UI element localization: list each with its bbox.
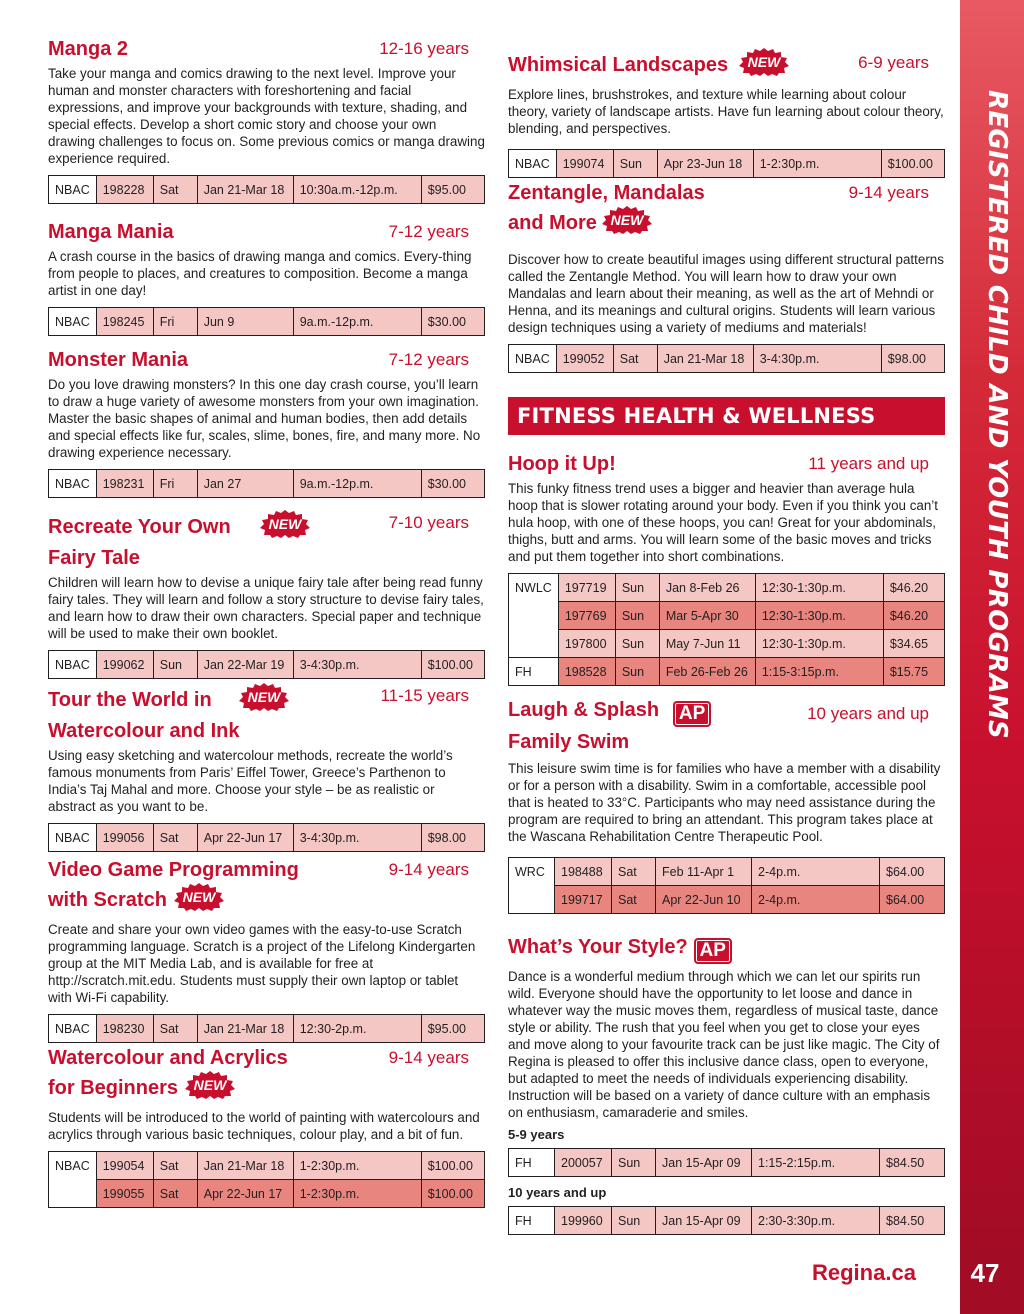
price-cell: $84.50 [880, 1149, 945, 1177]
program-monster-mania [48, 347, 485, 498]
schedule-table [48, 1014, 485, 1043]
price-cell: $64.00 [880, 858, 945, 886]
table-row[interactable] [509, 1207, 945, 1235]
schedule-table [508, 1148, 945, 1177]
program-age: 12-16 years [379, 39, 469, 58]
section-banner-fitness: FITNESS HEALTH & WELLNESS [508, 397, 945, 435]
schedule-table [48, 307, 485, 336]
table-row[interactable] [509, 630, 945, 658]
price-cell: $15.75 [883, 658, 944, 686]
day-cell: Sun [615, 602, 659, 630]
schedule-table [48, 650, 485, 679]
time-cell: 9a.m.-12p.m. [293, 470, 421, 498]
time-cell: 1-2:30p.m. [293, 1180, 421, 1208]
location-cell: NBAC [49, 1152, 97, 1208]
day-cell: Sun [615, 574, 659, 602]
program-watercolour-acrylics [48, 1045, 485, 1208]
price-cell: $98.00 [421, 824, 484, 852]
dates-cell: Apr 22-Jun 17 [197, 824, 293, 852]
program-title-line2: Family Swim [508, 731, 630, 753]
new-badge-icon [601, 206, 653, 241]
course-code-cell: 199055 [96, 1180, 153, 1208]
table-row[interactable] [49, 176, 485, 204]
time-cell: 3-4:30p.m. [293, 651, 421, 679]
day-cell: Fri [153, 470, 197, 498]
price-cell: $64.00 [880, 886, 945, 914]
course-code-cell: 198231 [96, 470, 153, 498]
dates-cell: Jan 27 [197, 470, 293, 498]
time-cell: 2-4p.m. [752, 858, 880, 886]
dates-cell: Jan 21-Mar 18 [197, 1152, 293, 1180]
course-code-cell: 199052 [556, 345, 613, 373]
dates-cell: Jan 21-Mar 18 [657, 345, 753, 373]
program-description: Discover how to create beautiful images using different structural patterns called the Zentangle Method. You will learn how to draw your own Mandalas and learn about their meaning, as well as the art of Mehndi or Henna, and its meanings and cultural origins. Students will learn various design techniques using a variety of mediums and materials! [508, 252, 944, 335]
day-cell: Sun [612, 1149, 656, 1177]
dates-cell: Jan 21-Mar 18 [197, 1015, 293, 1043]
price-cell: $30.00 [421, 308, 484, 336]
time-cell: 1-2:30p.m. [753, 150, 881, 178]
day-cell: Sun [613, 150, 657, 178]
dates-cell: Feb 11-Apr 1 [656, 858, 752, 886]
program-age: 10 years and up [807, 704, 929, 723]
program-manga-mania [48, 219, 485, 336]
program-title: Manga Mania [48, 221, 174, 243]
location-cell: NBAC [49, 824, 97, 852]
day-cell: Sun [612, 1207, 656, 1235]
price-cell: $30.00 [421, 470, 484, 498]
table-row[interactable] [49, 470, 485, 498]
day-cell: Sat [153, 824, 197, 852]
program-description: Do you love drawing monsters? In this one day crash course, you’ll learn to draw a huge variety of awesome monsters from your own imagination. Master the basic shapes of animal and human bodies, then add details and special effects like fur, scales, slime, bones, fire, and many more. No drawing experience necessary. [48, 377, 481, 460]
price-cell: $95.00 [421, 1015, 484, 1043]
schedule-table [48, 175, 485, 204]
dates-cell: Jan 15-Apr 09 [656, 1207, 752, 1235]
time-cell: 3-4:30p.m. [753, 345, 881, 373]
table-row[interactable] [509, 602, 945, 630]
course-code-cell: 197769 [558, 602, 615, 630]
course-code-cell: 199056 [96, 824, 153, 852]
day-cell: Sun [153, 651, 197, 679]
price-cell: $95.00 [421, 176, 484, 204]
course-code-cell: 199054 [96, 1152, 153, 1180]
dates-cell: Jun 9 [197, 308, 293, 336]
svg-text:NEW: NEW [610, 212, 644, 228]
course-code-cell: 198230 [96, 1015, 153, 1043]
location-cell: NBAC [49, 651, 97, 679]
price-cell: $98.00 [881, 345, 944, 373]
new-badge-icon [238, 683, 290, 718]
price-cell: $34.65 [883, 630, 944, 658]
table-row[interactable] [49, 1180, 485, 1208]
new-badge-icon [738, 48, 790, 83]
program-title: Monster Mania [48, 349, 189, 371]
table-row[interactable] [509, 345, 945, 373]
schedule-table [508, 344, 945, 373]
program-title-line2: Watercolour and Ink [48, 720, 240, 742]
program-video-game-programming [48, 857, 485, 1043]
location-cell: NBAC [509, 345, 557, 373]
dates-cell: Jan 22-Mar 19 [197, 651, 293, 679]
time-cell: 12:30-1:30p.m. [755, 574, 883, 602]
table-row[interactable] [509, 886, 945, 914]
schedule-table [48, 823, 485, 852]
program-description: This funky fitness trend uses a bigger and heavier than average hula hoop that is slower rotating around your body. Even if you think you can’t hula hoop, with one of these hoops, you can! Great for your abdominals, thighs, butt and arms. You will learn some of the basic moves and tricks and put them together into short combinations. [508, 481, 938, 564]
location-cell: NWLC [509, 574, 559, 658]
course-code-cell: 198488 [555, 858, 612, 886]
table-row[interactable] [509, 1149, 945, 1177]
location-cell: NBAC [509, 150, 557, 178]
program-title: What’s Your Style? [508, 936, 688, 958]
program-title-line2: with Scratch [48, 889, 167, 911]
dates-cell: Apr 23-Jun 18 [657, 150, 753, 178]
program-age: 7-10 years [388, 513, 469, 532]
course-code-cell: 197719 [558, 574, 615, 602]
dates-cell: Mar 5-Apr 30 [659, 602, 755, 630]
day-cell: Sun [615, 630, 659, 658]
schedule-table [508, 857, 945, 914]
table-row[interactable] [49, 308, 485, 336]
program-title: Zentangle, Mandalas [508, 182, 705, 204]
time-cell: 1:15-3:15p.m. [755, 658, 883, 686]
time-cell: 12:30-1:30p.m. [755, 602, 883, 630]
program-description: Children will learn how to devise a unique fairy tale after being read funny fairy tales. They will learn and follow a story structure to devise fairy tales, and learn how to draw their own characters. Special paper and technique will be used to make their own booklet. [48, 575, 484, 641]
program-age: 7-12 years [388, 222, 469, 241]
program-title: Watercolour and Acrylics [48, 1047, 288, 1069]
day-cell: Sat [612, 858, 656, 886]
program-age: 9-14 years [848, 183, 929, 202]
accessible-program-badge-icon: AP [694, 938, 732, 964]
sidebar-title: REGISTERED CHILD AND YOUTH PROGRAMS [982, 90, 1012, 740]
table-row[interactable] [509, 858, 945, 886]
course-code-cell: 198528 [558, 658, 615, 686]
time-cell: 1:15-2:15p.m. [752, 1149, 880, 1177]
table-row[interactable] [49, 651, 485, 679]
svg-text:NEW: NEW [247, 689, 281, 705]
location-cell: NBAC [49, 176, 97, 204]
table-row[interactable] [49, 824, 485, 852]
program-recreate-fairy-tale [48, 510, 485, 679]
footer-url-link[interactable]: Regina.ca [812, 1260, 916, 1285]
schedule-table [508, 1206, 945, 1235]
table-row[interactable] [509, 150, 945, 178]
dates-cell: Jan 15-Apr 09 [656, 1149, 752, 1177]
time-cell: 10:30a.m.-12p.m. [293, 176, 421, 204]
location-cell: FH [509, 1207, 555, 1235]
svg-text:NEW: NEW [747, 54, 781, 70]
schedule-table [48, 469, 485, 498]
program-title: Laugh & Splash [508, 699, 660, 721]
course-code-cell: 199062 [96, 651, 153, 679]
location-cell: NBAC [49, 308, 97, 336]
program-title: Tour the World in [48, 689, 212, 711]
program-whimsical-landscapes [508, 48, 945, 178]
program-age: 9-14 years [388, 860, 469, 879]
program-title: Recreate Your Own [48, 516, 231, 538]
page-number: 47 [970, 1258, 1000, 1288]
svg-text:NEW: NEW [268, 516, 301, 532]
price-cell: $100.00 [421, 1152, 484, 1180]
program-title: Video Game Programming [48, 859, 299, 881]
program-title-line2: for Beginners [48, 1077, 179, 1099]
course-code-cell: 200057 [555, 1149, 612, 1177]
day-cell: Sat [153, 1015, 197, 1043]
time-cell: 1-2:30p.m. [293, 1152, 421, 1180]
program-title-line2: and More [508, 212, 597, 234]
time-cell: 9a.m.-12p.m. [293, 308, 421, 336]
svg-text:NEW: NEW [182, 889, 216, 905]
dates-cell: Jan 21-Mar 18 [197, 176, 293, 204]
program-description: This leisure swim time is for families who have a member with a disability or for a person with a disability. Swim in a comfortable, accessible pool that is heated to 33°C. Participants who may need assistance during the program are required to bring an attendant. This program takes place at the Wascana Rehabilitation Centre Therapeutic Pool. [508, 761, 941, 844]
program-age: 11-15 years [380, 686, 469, 705]
table-row[interactable] [509, 574, 945, 602]
table-row[interactable] [49, 1015, 485, 1043]
dates-cell: Feb 26-Feb 26 [659, 658, 755, 686]
program-description: Students will be introduced to the world of painting with watercolours and acrylics through various basic techniques, colour play, and a bit of fun. [48, 1110, 480, 1142]
program-description: Take your manga and comics drawing to the next level. Improve your human and monster characters with foreshortening and facial expressions, and improve your backgrounds with texture, shading, and special effects. Develop a short comic story and choose your own drawing challenges to focus on. Some previous comics or manga drawing experience required. [48, 66, 485, 166]
day-cell: Sun [615, 658, 659, 686]
table-row[interactable] [49, 1152, 485, 1180]
price-cell: $100.00 [881, 150, 944, 178]
course-code-cell: 198245 [96, 308, 153, 336]
program-whats-your-style [508, 934, 945, 1235]
day-cell: Sat [613, 345, 657, 373]
price-cell: $46.20 [883, 574, 944, 602]
new-badge-icon [259, 510, 311, 545]
course-code-cell: 197800 [558, 630, 615, 658]
program-age: 6-9 years [858, 53, 929, 72]
program-zentangle [508, 180, 945, 373]
program-age: 11 years and up [808, 454, 929, 473]
course-code-cell: 199074 [556, 150, 613, 178]
dates-cell: Apr 22-Jun 10 [656, 886, 752, 914]
program-description: Create and share your own video games with the easy-to-use Scratch programming language. Scratch is a project of the Lifelong Kindergarten group at the MIT Media Lab, and is available for free at http://scratch.mit.edu. Students must supply their own laptop or tablet with Wi-Fi capability. [48, 922, 476, 1005]
program-title: Manga 2 [48, 38, 129, 60]
schedule-table [48, 1151, 485, 1208]
program-description: Explore lines, brushstrokes, and texture while learning about colour theory, variety of landscape artists. Have fun learning about colour theory, blending, and perspectives. [508, 87, 944, 136]
new-badge-icon [184, 1071, 236, 1106]
program-laugh-splash [508, 697, 945, 914]
age-group-label: 5-9 years [508, 1127, 565, 1142]
schedule-table [508, 573, 945, 686]
day-cell: Fri [153, 308, 197, 336]
dates-cell: May 7-Jun 11 [659, 630, 755, 658]
day-cell: Sat [153, 176, 197, 204]
day-cell: Sat [153, 1180, 197, 1208]
schedule-table [508, 149, 945, 178]
table-row[interactable] [509, 658, 945, 686]
svg-text:NEW: NEW [193, 1077, 227, 1093]
price-cell: $100.00 [421, 651, 484, 679]
time-cell: 2:30-3:30p.m. [752, 1207, 880, 1235]
time-cell: 12:30-2p.m. [293, 1015, 421, 1043]
program-tour-the-world [48, 683, 485, 852]
price-cell: $84.50 [880, 1207, 945, 1235]
day-cell: Sat [153, 1152, 197, 1180]
course-code-cell: 199717 [555, 886, 612, 914]
day-cell: Sat [612, 886, 656, 914]
program-description: Using easy sketching and watercolour methods, recreate the world’s famous monuments from Paris’ Eiffel Tower, Greece’s Parthenon to India’s Taj Mahal and more. Choose your style – be as realistic or abstract as you want to be. [48, 748, 453, 814]
time-cell: 2-4p.m. [752, 886, 880, 914]
program-manga-2 [48, 36, 485, 204]
location-cell: WRC [509, 858, 555, 914]
program-hoop-it-up [508, 451, 945, 686]
dates-cell: Apr 22-Jun 17 [197, 1180, 293, 1208]
price-cell: $100.00 [421, 1180, 484, 1208]
location-cell: NBAC [49, 470, 97, 498]
program-title: Hoop it Up! [508, 453, 616, 475]
age-group-label: 10 years and up [508, 1185, 607, 1200]
location-cell: FH [509, 658, 559, 686]
dates-cell: Jan 8-Feb 26 [659, 574, 755, 602]
time-cell: 3-4:30p.m. [293, 824, 421, 852]
program-age: 7-12 years [388, 350, 469, 369]
location-cell: NBAC [49, 1015, 97, 1043]
course-code-cell: 199960 [555, 1207, 612, 1235]
location-cell: FH [509, 1149, 555, 1177]
new-badge-icon [173, 883, 225, 918]
price-cell: $46.20 [883, 602, 944, 630]
program-description: Dance is a wonderful medium through which we can let our spirits run wild. Everyone should have the opportunity to let loose and dance in whatever way the music moves them, regardless of musical taste, dance style or ability. The rush that you feel when you get to close your eyes and move along to your favourite track can be just like magic. The City of Regina is pleased to offer this inclusive dance class, open to everyone, but adapted to meet the needs of individuals experiencing disability. Instruction will be based on a variety of dance culture with an emphasis on enthusiasm, camaraderie and smiles. [508, 969, 940, 1120]
program-description: A crash course in the basics of drawing manga and comics. Every-thing from people to places, and creatures to composition. Become a manga artist in one day! [48, 249, 472, 298]
program-title: Whimsical Landscapes [508, 54, 729, 76]
course-code-cell: 198228 [96, 176, 153, 204]
accessible-program-badge-icon: AP [673, 701, 711, 727]
program-age: 9-14 years [388, 1048, 469, 1067]
time-cell: 12:30-1:30p.m. [755, 630, 883, 658]
program-title-line2: Fairy Tale [48, 547, 140, 569]
